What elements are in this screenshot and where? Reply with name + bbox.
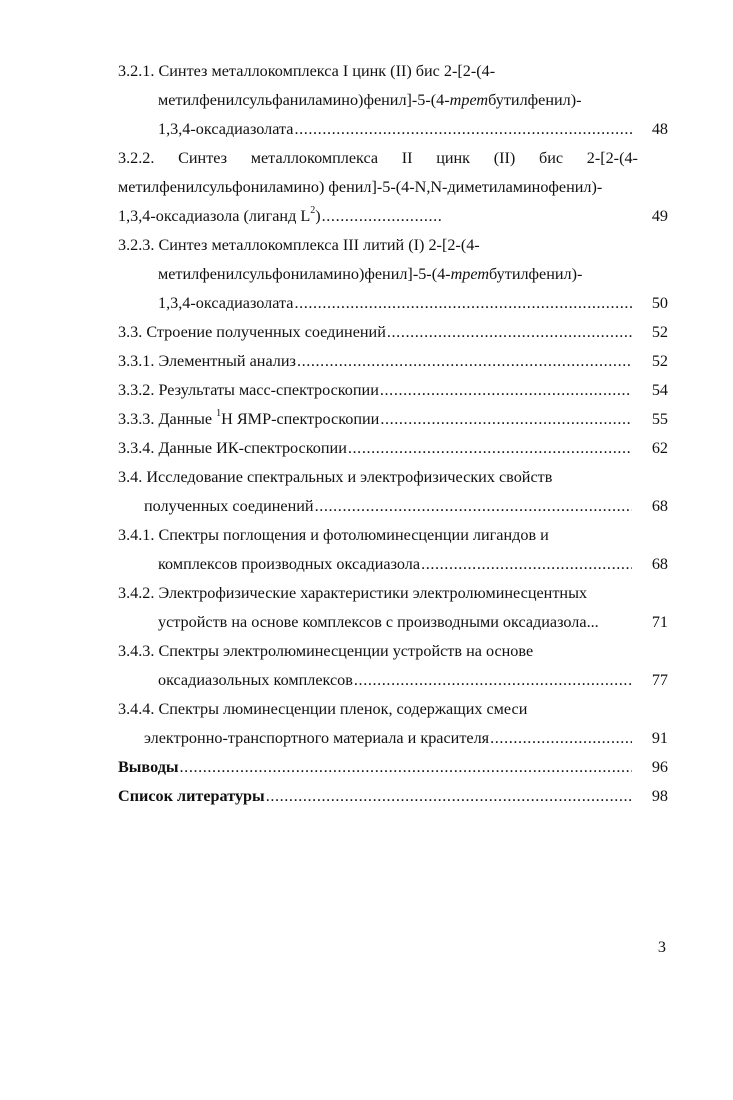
toc-word: бис [538, 149, 564, 167]
toc-text-part: Н ЯМР-спектроскопии [221, 410, 380, 428]
toc-text: электронно-транспортного материала и красителя [144, 729, 490, 747]
dot-leader [322, 202, 442, 231]
toc-text: метилфенилсульфониламино) фенил]-5-(4-N,N-диметиламинофенил)- [118, 178, 603, 196]
toc-entry-3-2-3[interactable] [118, 231, 668, 318]
dot-leader [490, 724, 632, 753]
toc-text: 3.4.3. Спектры электролюминесценции устройств на основе [118, 642, 534, 660]
dot-leader [297, 347, 632, 376]
toc-page-number: 52 [651, 323, 668, 341]
toc-word: металлокомплекса [250, 149, 379, 167]
toc-text: 3.2.3. Синтез металлокомплекса III литий (I) 2-[2-(4- [118, 236, 480, 254]
toc-entry-3-4-1[interactable] [118, 521, 668, 579]
toc-line [118, 231, 668, 260]
toc-entry-3-3[interactable] [118, 318, 668, 347]
dot-leader [348, 434, 632, 463]
toc-text: 1,3,4-оксадиазолата [158, 120, 294, 138]
dot-leader [294, 289, 632, 318]
toc-word: Синтез [178, 149, 228, 167]
toc-text-part: 3.3.3. Данные [118, 410, 217, 428]
toc-word: II [401, 149, 413, 167]
toc-text: 3.4.1. Спектры поглощения и фотолюминесценции лигандов и [118, 526, 549, 544]
toc-page-number: 52 [651, 352, 668, 370]
toc-page-number: 96 [651, 758, 668, 776]
toc-entry-3-4-3[interactable] [118, 637, 668, 695]
page-number: 3 [657, 938, 666, 956]
dot-leader [421, 550, 632, 579]
toc-line [118, 521, 668, 550]
toc-entry-3-2-1[interactable] [118, 57, 668, 144]
toc-entry-3-3-2[interactable] [118, 376, 668, 405]
dot-leader [380, 405, 632, 434]
toc-text: полученных соединений [144, 497, 314, 515]
toc-text: 3.3.4. Данные ИК-спектроскопии [118, 439, 347, 457]
toc-line [118, 550, 668, 579]
dot-leader [180, 753, 632, 782]
toc-text: устройств на основе комплексов с производными оксадиазола... [158, 613, 599, 631]
toc-line [118, 579, 668, 608]
toc-entry-3-4[interactable] [118, 463, 668, 521]
toc-text: метилфенилсульфониламино)фенил]-5-(4- [158, 265, 451, 283]
toc-line [118, 695, 668, 724]
toc-text: бутилфенил)- [489, 265, 583, 283]
toc-text-italic: трет [449, 91, 489, 109]
toc-entry-references[interactable] [118, 782, 668, 811]
toc-text: 3.4.2. Электрофизические характеристики электролюминесцентных [118, 584, 588, 602]
toc-line [118, 115, 668, 144]
toc-text: Выводы [118, 758, 179, 776]
superscript: 1 [216, 407, 222, 419]
toc-page-number: 50 [651, 294, 668, 312]
toc-text [118, 405, 379, 434]
toc-line [118, 173, 668, 202]
toc-text: 3.3.2. Результаты масс-спектроскопии [118, 381, 379, 399]
toc-entry-3-4-4[interactable] [118, 695, 668, 753]
toc-text-part: 1,3,4-оксадиазола (лиганд L [118, 207, 311, 225]
toc-line [118, 260, 668, 289]
toc-entry-3-3-1[interactable] [118, 347, 668, 376]
toc-line [118, 202, 668, 231]
toc-text: 1,3,4-оксадиазолата [158, 294, 294, 312]
toc-line [118, 666, 668, 695]
toc-line-justified [118, 144, 668, 173]
toc-line [118, 724, 668, 753]
toc-line [118, 289, 668, 318]
toc-page-number: 71 [651, 613, 668, 631]
toc-text: метилфенилсульфаниламино)фенил]-5-(4- [158, 91, 450, 109]
toc-entry-3-2-2[interactable] [118, 144, 668, 231]
toc-entry-3-4-2[interactable] [118, 579, 668, 637]
toc-text [118, 202, 321, 231]
dot-leader [294, 115, 632, 144]
toc-word: 2-[2-(4- [586, 149, 638, 167]
dot-leader [315, 492, 632, 521]
toc-page-number: 54 [651, 381, 668, 399]
toc-line [118, 57, 668, 86]
toc-page-number: 91 [651, 729, 668, 747]
toc-line [118, 492, 668, 521]
toc-entry-3-3-4[interactable] [118, 434, 668, 463]
dot-leader [266, 782, 632, 811]
dot-leader [354, 666, 632, 695]
toc-text: Список литературы [118, 787, 265, 805]
toc-line [118, 608, 668, 637]
toc-line [118, 637, 668, 666]
toc-page-number: 68 [651, 497, 668, 515]
toc-word: 3.2.2. [118, 149, 155, 167]
toc-page-number: 62 [651, 439, 668, 457]
toc-text: 3.3.1. Элементный анализ [118, 352, 296, 370]
dot-leader [380, 376, 632, 405]
toc-text: 3.4.4. Спектры люминесценции пленок, содержащих смеси [118, 700, 528, 718]
toc-text: 3.4. Исследование спектральных и электрофизических свойств [118, 468, 553, 486]
toc-page-number: 48 [651, 120, 668, 138]
toc-word: цинк [436, 149, 471, 167]
toc-page-number: 68 [651, 555, 668, 573]
toc-line [118, 463, 668, 492]
toc-text: комплексов производных оксадиазола [158, 555, 421, 573]
table-of-contents [118, 57, 668, 811]
superscript: 2 [310, 204, 316, 216]
toc-line [118, 86, 668, 115]
toc-page-number: 49 [651, 207, 668, 225]
toc-text: 3.2.1. Синтез металлокомплекса I цинк (II) бис 2-[2-(4- [118, 62, 496, 80]
toc-entry-conclusions[interactable] [118, 753, 668, 782]
toc-text: оксадиазольных комплексов [158, 671, 353, 689]
toc-word: (II) [493, 149, 516, 167]
toc-page-number: 98 [651, 787, 668, 805]
toc-entry-3-3-3[interactable] [118, 405, 668, 434]
dot-leader [387, 318, 632, 347]
toc-text: бутилфенил)- [488, 91, 582, 109]
toc-page-number: 77 [651, 671, 668, 689]
toc-text-part: ) [315, 207, 321, 225]
toc-text-italic: трет [450, 265, 490, 283]
toc-text: 3.3. Строение полученных соединений [118, 323, 386, 341]
toc-page-number: 55 [651, 410, 668, 428]
